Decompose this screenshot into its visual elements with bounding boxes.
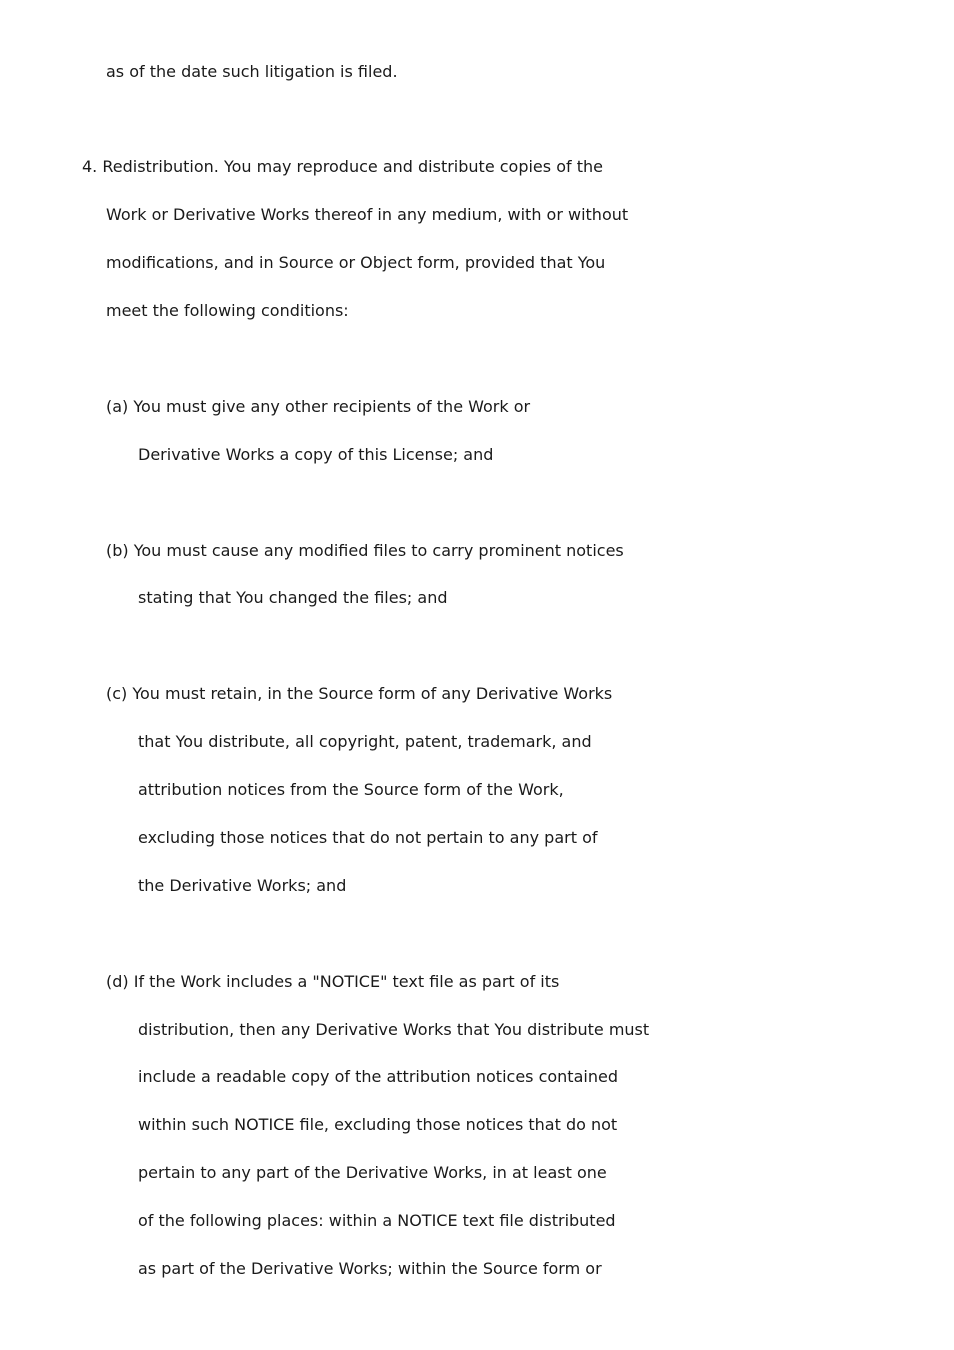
text-line: that You distribute, all copyright, patent, trademark, and bbox=[138, 732, 592, 751]
text-line: modifications, and in Source or Object form, provided that You bbox=[106, 253, 606, 272]
clause-a: (a) You must give any other recipients of the Work or bbox=[106, 397, 531, 416]
text-line: pertain to any part of the Derivative Works, in at least one bbox=[138, 1163, 607, 1182]
clause-d: (d) If the Work includes a "NOTICE" text file as part of its bbox=[106, 972, 560, 991]
text-line: within such NOTICE file, excluding those notices that do not bbox=[138, 1115, 618, 1134]
text-line: distribution, then any Derivative Works that You distribute must bbox=[138, 1020, 650, 1039]
text-line: attribution notices from the Source form of the Work, bbox=[138, 780, 564, 799]
text-line: Work or Derivative Works thereof in any medium, with or without bbox=[106, 205, 629, 224]
text-line: of the following places: within a NOTICE text file distributed bbox=[138, 1211, 616, 1230]
text-line: as of the date such litigation is filed. bbox=[106, 62, 398, 81]
text-line: include a readable copy of the attribution notices contained bbox=[138, 1067, 618, 1086]
text-line: excluding those notices that do not pertain to any part of bbox=[138, 828, 598, 847]
text-line: as part of the Derivative Works; within the Source form or bbox=[138, 1259, 602, 1278]
section-heading-redistribution: 4. Redistribution. You may reproduce and distribute copies of the bbox=[82, 157, 603, 176]
text-line: Derivative Works a copy of this License; and bbox=[138, 445, 494, 464]
clause-c: (c) You must retain, in the Source form of any Derivative Works bbox=[106, 684, 613, 703]
text-line: stating that You changed the files; and bbox=[138, 588, 448, 607]
text-line: the Derivative Works; and bbox=[138, 876, 347, 895]
text-line: meet the following conditions: bbox=[106, 301, 349, 320]
clause-b: (b) You must cause any modified files to carry prominent notices bbox=[106, 541, 624, 560]
